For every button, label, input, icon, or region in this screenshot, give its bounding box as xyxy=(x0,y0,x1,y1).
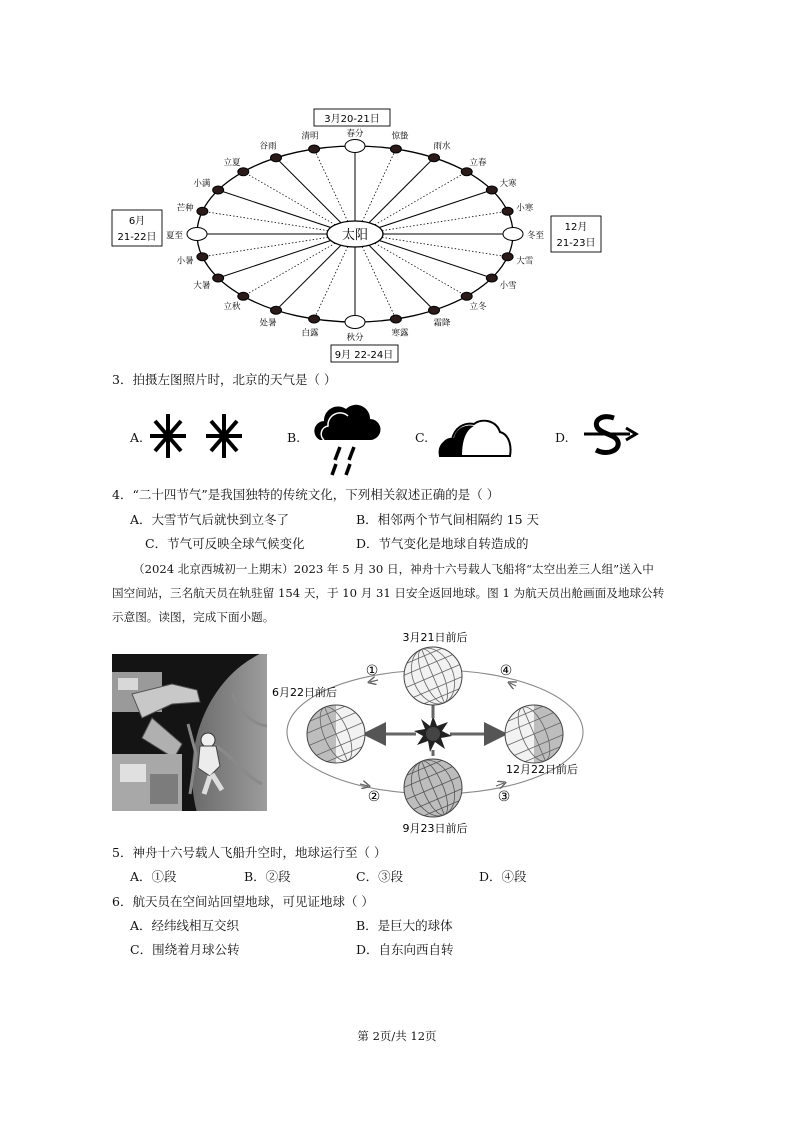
earth-globe-top xyxy=(395,638,471,714)
term-label: 春分 xyxy=(346,129,364,139)
term-label: 立春 xyxy=(469,157,487,168)
term-label: 小暑 xyxy=(176,256,194,267)
sun-label: 太阳 xyxy=(341,228,369,243)
date-box-right-text-1: 12月 xyxy=(564,222,588,233)
earth-globe-left xyxy=(298,696,374,772)
term-label: 雨水 xyxy=(433,141,451,152)
q5-stem: 5．神舟十六号载人飞船升空时，地球运行至（ ） xyxy=(112,845,387,860)
term-spoke xyxy=(314,247,348,319)
q5-option-b: B．②段 xyxy=(244,869,291,884)
astronaut-eva-photo xyxy=(112,654,267,811)
term-spoke xyxy=(202,237,328,256)
cloudy-icon xyxy=(436,414,514,460)
term-label: 白露 xyxy=(301,328,319,339)
term-dot xyxy=(486,274,497,282)
sun-icon xyxy=(414,716,452,752)
term-dot xyxy=(213,274,224,282)
term-dot xyxy=(461,168,472,176)
term-spoke xyxy=(382,237,508,256)
term-label: 处暑 xyxy=(259,318,277,329)
q4-option-c: C．节气可反映全球气候变化 xyxy=(145,536,305,551)
passage-line-2: 国空间站，三名航天员在轨驻留 154 天，于 10 月 31 日安全返回地球。图 1 为航天员出舱画面及地球公转 xyxy=(112,586,665,600)
term-label: 清明 xyxy=(301,131,319,142)
term-dot xyxy=(345,316,365,329)
term-spoke xyxy=(375,172,467,225)
term-label: 谷雨 xyxy=(259,141,277,152)
term-dot xyxy=(238,292,249,300)
solar-terms-diagram xyxy=(0,0,794,370)
term-label: 冬至 xyxy=(527,231,545,241)
term-label: 霜降 xyxy=(433,318,451,329)
term-dot xyxy=(390,145,401,153)
earth-globe-bottom xyxy=(395,750,471,826)
page-footer: 第 2页/共 12页 xyxy=(357,1029,437,1043)
term-spoke xyxy=(314,149,348,221)
term-dot xyxy=(271,306,282,314)
term-dot xyxy=(502,253,513,261)
term-spoke xyxy=(362,247,396,319)
segment-1-label: ① xyxy=(365,663,379,679)
q3-option-b-label: B. xyxy=(287,430,301,445)
orbit-label-right: 12月22日前后 xyxy=(506,763,578,776)
snow-icon xyxy=(148,412,248,460)
q5-option-d: D．④段 xyxy=(479,869,527,884)
date-box-left-text-1: 6月 xyxy=(128,216,146,227)
q6-option-c: C．围绕着月球公转 xyxy=(130,942,240,957)
term-label: 芒种 xyxy=(176,203,194,214)
term-dot xyxy=(502,207,513,215)
q5-option-a: A．①段 xyxy=(130,869,177,884)
term-label: 立夏 xyxy=(223,157,241,168)
term-label: 寒露 xyxy=(391,328,409,339)
term-dot xyxy=(309,315,320,323)
term-dot xyxy=(197,207,208,215)
q4-option-a: A．大雪节气后就快到立冬了 xyxy=(130,512,290,527)
term-dot xyxy=(486,186,497,194)
term-label: 夏至 xyxy=(165,231,183,241)
term-dot xyxy=(429,306,440,314)
q6-option-a: A．经纬线相互交织 xyxy=(130,918,240,933)
term-spoke xyxy=(243,172,335,225)
thunder-rain-icon xyxy=(314,400,384,478)
q3-option-a-label: A. xyxy=(130,430,144,445)
term-spoke xyxy=(375,243,467,296)
earth-orbit-diagram xyxy=(270,628,610,838)
date-box-top-text: 3月20-21日 xyxy=(324,114,380,125)
term-label: 立秋 xyxy=(223,302,241,313)
term-label: 小雪 xyxy=(499,281,517,291)
term-spoke xyxy=(362,149,396,221)
date-box-bottom-text: 9月 22-24日 xyxy=(334,350,394,361)
term-dot xyxy=(429,154,440,162)
date-box-left-text-2: 21-22日 xyxy=(117,232,157,243)
orbit-label-left: 6月22日前后 xyxy=(272,686,337,699)
q6-option-d: D．自东向西自转 xyxy=(356,942,454,957)
term-dot xyxy=(238,168,249,176)
term-label: 秋分 xyxy=(346,333,364,343)
term-spoke xyxy=(382,211,508,230)
earth-globe-right xyxy=(496,696,572,772)
term-dot xyxy=(187,228,207,241)
term-label: 大寒 xyxy=(499,179,517,189)
term-dot xyxy=(213,186,224,194)
q4-option-d: D．节气变化是地球自转造成的 xyxy=(356,536,529,551)
q3-option-c-label: C. xyxy=(415,430,429,445)
passage-line-1: （2024 北京西城初一上期末）2023 年 5 月 30 日，神舟十六号载人飞船将“太空出差三人组”送入中 xyxy=(133,562,654,576)
q3-stem: 3．拍摄左图照片时，北京的天气是（ ） xyxy=(112,372,337,387)
term-dot xyxy=(345,140,365,153)
q6-option-b: B．是巨大的球体 xyxy=(356,918,453,933)
date-box-right-text-2: 21-23日 xyxy=(556,238,596,249)
term-label: 惊蛰 xyxy=(391,131,409,142)
segment-2-label: ② xyxy=(367,789,381,805)
sandstorm-icon xyxy=(580,412,642,458)
term-label: 小满 xyxy=(193,179,211,189)
term-dot xyxy=(390,315,401,323)
term-label: 小寒 xyxy=(516,203,534,214)
orbit-label-top: 3月21日前后 xyxy=(402,631,468,644)
q4-stem: 4．“二十四节气”是我国独特的传统文化，下列相关叙述正确的是（ ） xyxy=(112,487,500,502)
term-dot xyxy=(503,228,523,241)
q4-option-b: B．相邻两个节气间相隔约 15 天 xyxy=(356,512,540,527)
term-dot xyxy=(309,145,320,153)
term-label: 大暑 xyxy=(193,281,211,291)
q5-option-c: C．③段 xyxy=(356,869,404,884)
term-label: 立冬 xyxy=(469,302,487,313)
q6-stem: 6．航天员在空间站回望地球，可见证地球（ ） xyxy=(112,894,374,909)
term-dot xyxy=(461,292,472,300)
term-spoke xyxy=(243,243,335,296)
q3-option-d-label: D. xyxy=(555,430,569,445)
passage-line-3: 示意图。读图，完成下面小题。 xyxy=(112,610,275,624)
term-dot xyxy=(197,253,208,261)
term-label: 大雪 xyxy=(516,256,534,267)
segment-4-label: ④ xyxy=(499,663,513,679)
segment-3-label: ③ xyxy=(497,789,511,805)
orbit-label-bottom: 9月23日前后 xyxy=(402,822,468,835)
term-dot xyxy=(271,154,282,162)
term-spoke xyxy=(202,211,328,230)
